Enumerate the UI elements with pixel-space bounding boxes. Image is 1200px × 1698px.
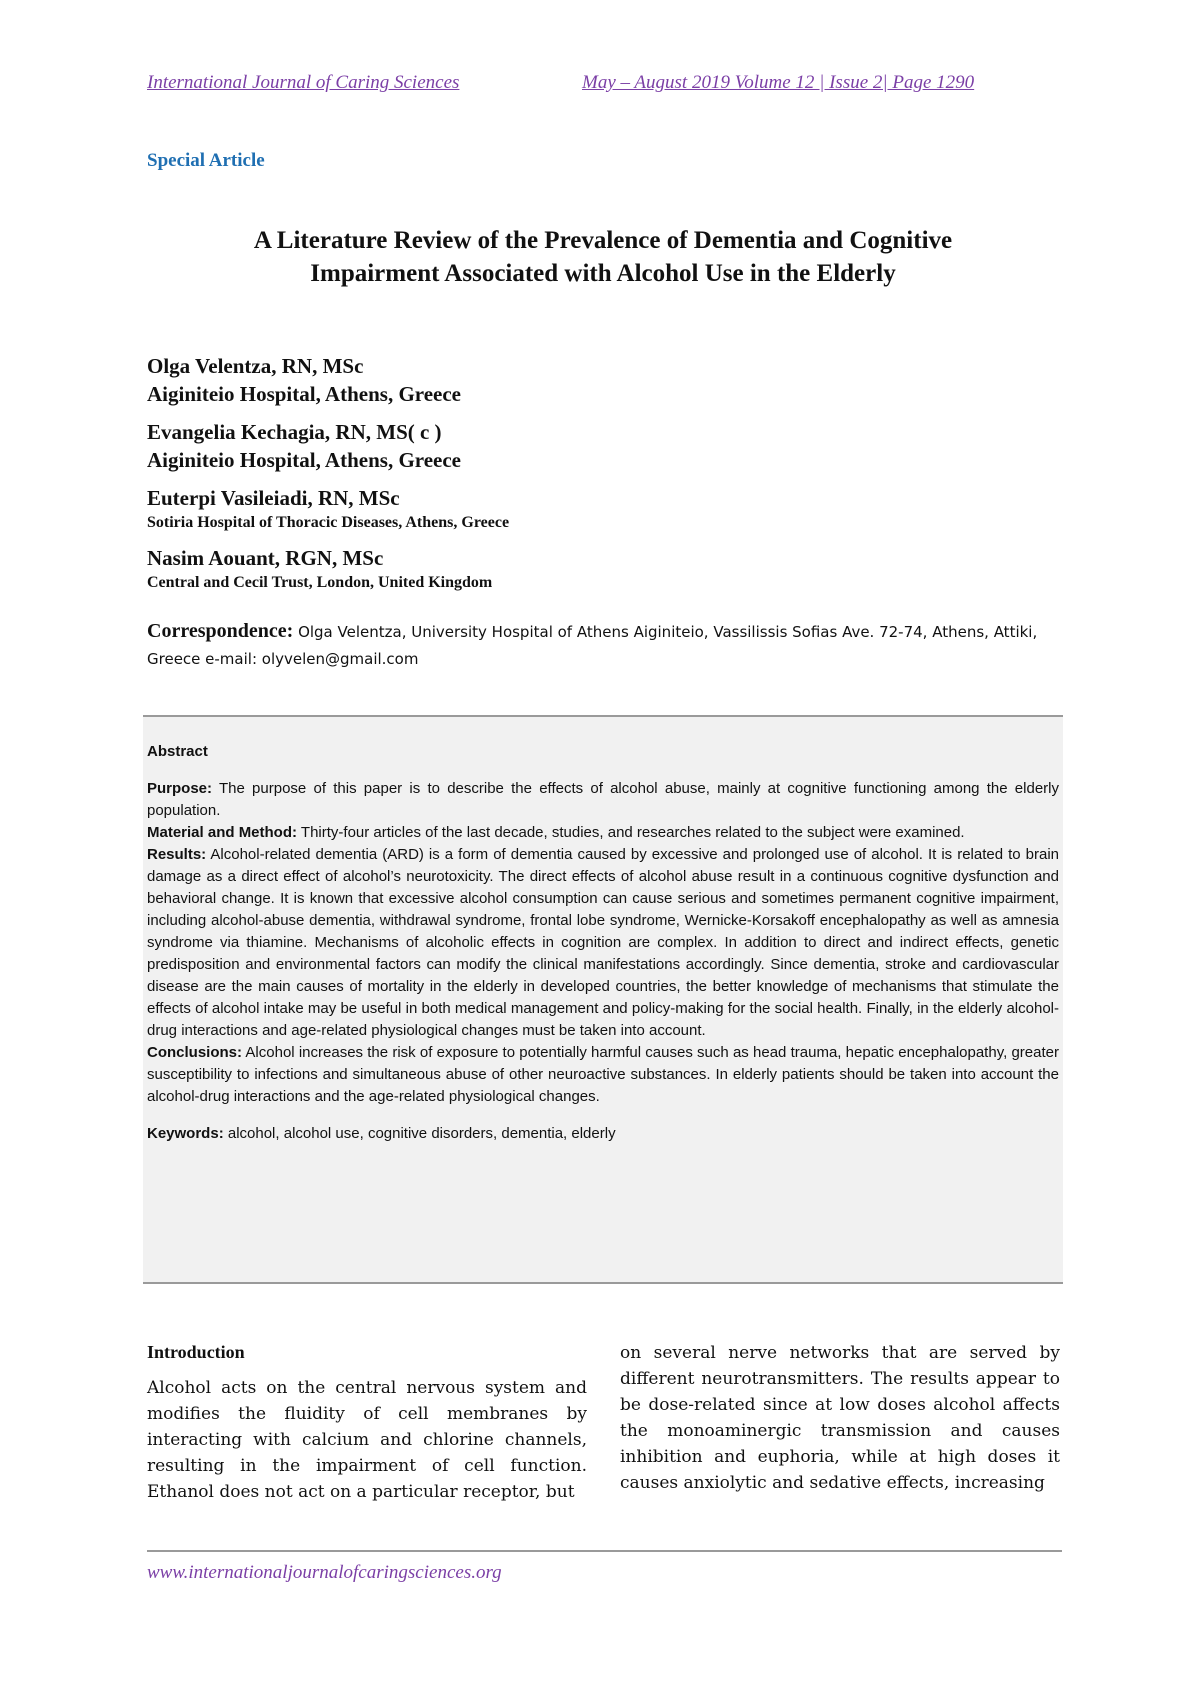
author-affiliation: Aiginiteio Hospital, Athens, Greece [147,448,462,472]
author-name: Evangelia Kechagia, RN, MS( c ) [147,420,442,444]
keywords-label: Keywords: [147,1125,224,1142]
purpose-label: Purpose: [147,780,213,797]
author-block [147,484,1067,534]
abstract-keywords [147,1123,1059,1145]
author-affiliation: Central and Cecil Trust, London, United Kingdom [147,574,493,591]
journal-name-link[interactable]: International Journal of Caring Sciences [147,72,460,93]
title-line-1: A Literature Review of the Prevalence of Dementia and Cognitive [253,227,953,254]
results-label: Results: [147,846,207,863]
abstract-results [147,844,1059,1042]
issue-info: May – August 2019 Volume 12 | Issue 2| Page 1290 [582,72,975,93]
conclusions-label: Conclusions: [147,1044,243,1061]
method-text: Thirty-four articles of the last decade, studies, and researches related to the subject were examined. [300,824,965,841]
introduction-heading: Introduction [147,1342,245,1362]
article-type-label: Special Article [147,150,265,171]
method-label: Material and Method: [147,824,298,841]
body-column-right [620,1340,1060,1496]
correspondence [147,618,1062,673]
author-affiliation: Sotiria Hospital of Thoracic Diseases, Athens, Greece [147,514,510,531]
article-title [147,224,1059,290]
abstract-heading: Abstract [147,743,208,760]
footer-website-link[interactable]: www.internationaljournalofcaringsciences.org [147,1562,502,1583]
author-name: Nasim Aouant, RGN, MSc [147,546,384,570]
footer-divider [147,1550,1062,1552]
running-header [147,72,1062,96]
abstract-method [147,822,1059,844]
abstract-purpose [147,778,1059,822]
body-column-left [147,1340,587,1505]
author-name: Euterpi Vasileiadi, RN, MSc [147,486,400,510]
results-text: Alcohol-related dementia (ARD) is a form of dementia caused by excessive and prolonged use of alcohol. It is related to brain damage as a direct effect of alcohol’s neurotoxicity. The direct effects of alcohol abuse result in a continuous cognitive dysfunction and behavioral change. It is known that excessive alcohol consumption can cause serious and sometimes permanent cognitive impairment, including alcohol-abuse dementia, withdrawal syndrome, frontal lobe syndrome, Wernicke-Korsakoff encephalopathy as well as amnesia syndrome via thiamine. Mechanisms of alcoholic effects in cognition are complex. In addition to direct and indirect effects, genetic predisposition and environmental factors can modify the clinical manifestations accordingly. Since dementia, stroke and cardiovascular disease are the main causes of mortality in the elderly in developed countries, the better knowledge of mechanisms that stimulate the effects of alcohol intake may be useful in both medical management and policy-making for the social health. Finally, in the elderly alcohol-drug interactions and age-related physiological changes must be taken into account. [147,846,1060,1039]
purpose-text: The purpose of this paper is to describe the effects of alcohol abuse, mainly at cognitive functioning among the elderly population. [147,780,1059,819]
author-block [147,352,1067,408]
correspondence-text: Olga Velentza, University Hospital of Athens Aiginiteio, Vassilissis Sofias Ave. 72-74, Athens, Attiki, Greece e-mail: olyvelen@gmail.com [147,623,1038,668]
author-name: Olga Velentza, RN, MSc [147,354,364,378]
author-affiliation: Aiginiteio Hospital, Athens, Greece [147,382,462,406]
abstract-box [143,715,1063,1284]
conclusions-text: Alcohol increases the risk of exposure to potentially harmful causes such as head trauma, hepatic encephalopathy, greater susceptibility to infections and simultaneous abuse of other neuroactive substances. In elderly patients should be taken into account the alcohol-drug interactions and the age-related physiological changes. [147,1044,1059,1105]
correspondence-label: Correspondence: [147,620,294,642]
title-line-2: Impairment Associated with Alcohol Use in the Elderly [310,260,896,287]
introduction-paragraph-continued: on several nerve networks that are served by different neurotransmitters. The results appear to be dose-related since at low doses alcohol affects the monoaminergic transmission and causes inhibition and euphoria, while at high doses it causes anxiolytic and sedative effects, increasing [620,1343,1060,1493]
keywords-text: alcohol, alcohol use, cognitive disorders, dementia, elderly [227,1125,616,1142]
introduction-paragraph: Alcohol acts on the central nervous system and modifies the fluidity of cell membranes by interacting with calcium and chlorine channels, resulting in the impairment of cell function. Ethanol does not act on a particular receptor, but [147,1378,587,1502]
author-list [147,352,1067,604]
author-block [147,418,1067,474]
author-block [147,544,1067,594]
abstract-conclusions [147,1042,1059,1108]
abstract-content [147,741,1059,1145]
